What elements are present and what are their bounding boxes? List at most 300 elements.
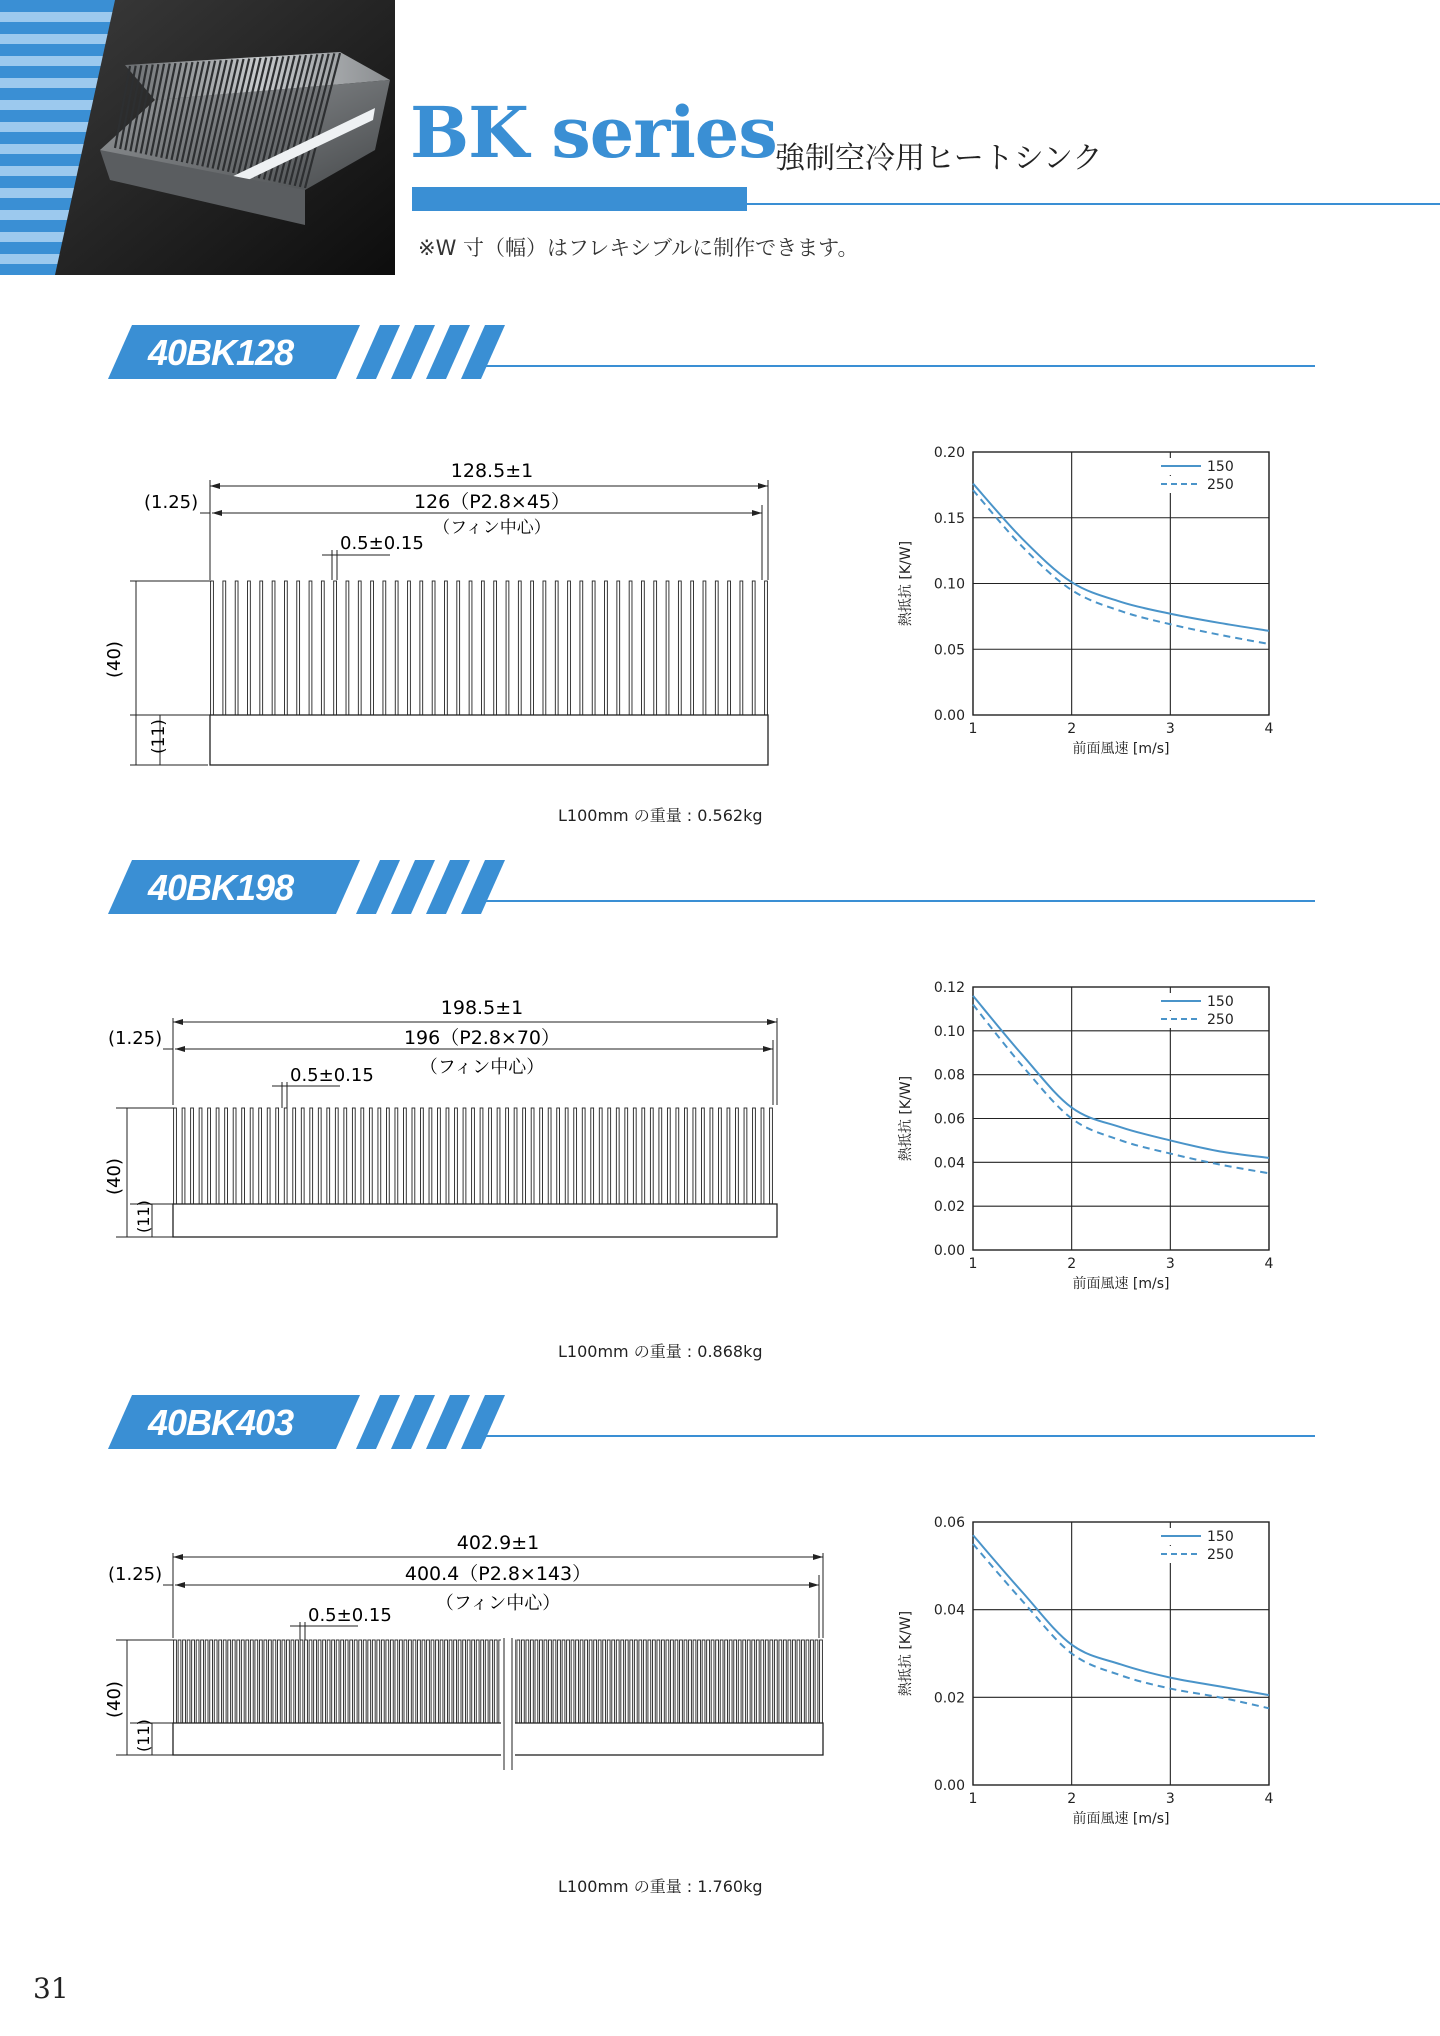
fin	[716, 1640, 719, 1723]
fin	[267, 1108, 270, 1204]
fin	[282, 1640, 285, 1723]
fin	[296, 1640, 299, 1723]
product-photo	[55, 0, 395, 275]
fin	[680, 1640, 683, 1723]
y-tick-label: 0.08	[933, 1067, 965, 1084]
fin	[395, 1640, 398, 1723]
x-tick-label: 4	[1264, 1256, 1274, 1272]
fin	[228, 1640, 231, 1723]
fin	[612, 1640, 615, 1723]
x-tick-label: 2	[1067, 721, 1077, 737]
fin	[436, 1640, 439, 1723]
fin	[264, 1640, 267, 1723]
fin	[608, 1108, 611, 1204]
fin	[178, 1640, 181, 1723]
fin	[358, 581, 361, 715]
fin	[321, 581, 324, 715]
fin	[446, 1108, 449, 1204]
dim-base: (11)	[134, 1719, 153, 1752]
dim-pitch: 126（P2.8×45）	[413, 491, 571, 513]
y-tick-label: 0.15	[933, 510, 965, 527]
fin	[576, 1640, 579, 1723]
fin	[621, 1640, 624, 1723]
fin	[643, 1640, 646, 1723]
product-name: 40BK403	[148, 1402, 294, 1443]
fin	[531, 1108, 534, 1204]
fin	[494, 581, 497, 715]
fin	[225, 1108, 228, 1204]
fin	[702, 1640, 705, 1723]
fin	[526, 1640, 529, 1723]
fin	[811, 1640, 814, 1723]
fin	[395, 1108, 398, 1204]
fin	[719, 1108, 722, 1204]
fin	[371, 581, 374, 715]
y-axis-label: 熱抵抗 [K/W]	[898, 1610, 914, 1697]
fin	[454, 1640, 457, 1723]
fin	[666, 581, 669, 715]
dim-base: (11)	[149, 719, 169, 754]
fin	[815, 1640, 818, 1723]
fin	[278, 1640, 281, 1723]
fin	[291, 1640, 294, 1723]
fin	[710, 1108, 713, 1204]
fin	[314, 1640, 317, 1723]
fin	[259, 1108, 262, 1204]
fin	[743, 1640, 746, 1723]
fin	[557, 1108, 560, 1204]
fin	[543, 581, 546, 715]
fin	[210, 1640, 213, 1723]
fin	[463, 1640, 466, 1723]
fin	[399, 1640, 402, 1723]
fin	[318, 1640, 321, 1723]
fin	[368, 1640, 371, 1723]
fin	[335, 1108, 338, 1204]
fin	[445, 1640, 448, 1723]
dim-overall: 402.9±1	[456, 1532, 540, 1554]
fin	[571, 1640, 574, 1723]
thermal-resistance-chart-40bk403	[880, 1510, 1300, 1840]
fin	[463, 1108, 466, 1204]
fin	[235, 581, 238, 715]
fin	[671, 1640, 674, 1723]
fin	[617, 581, 620, 715]
fin	[747, 1640, 750, 1723]
fin	[386, 1108, 389, 1204]
fin	[684, 1640, 687, 1723]
dim-fin-center: （フィン中心）	[433, 518, 551, 538]
fin	[418, 1640, 421, 1723]
fin	[301, 1108, 304, 1204]
fin	[192, 1640, 195, 1723]
fin	[381, 1640, 384, 1723]
title-underline-bar	[412, 187, 747, 211]
fin	[250, 1108, 253, 1204]
fin	[599, 1108, 602, 1204]
dim-edge: (1.25)	[144, 492, 199, 513]
fin	[395, 581, 398, 715]
fin	[725, 1640, 728, 1723]
fin	[287, 1640, 290, 1723]
dim-fin-thickness: 0.5±0.15	[340, 533, 424, 554]
fin	[201, 1640, 204, 1723]
fin	[309, 1640, 312, 1723]
y-tick-label: 0.05	[933, 642, 965, 659]
fin	[449, 1640, 452, 1723]
fin	[641, 581, 644, 715]
fin	[223, 1640, 226, 1723]
fin	[521, 1640, 524, 1723]
fin	[752, 1640, 755, 1723]
fin	[535, 1640, 538, 1723]
fin	[756, 1640, 759, 1723]
fin	[242, 1108, 245, 1204]
dim-base: (11)	[134, 1200, 153, 1233]
fin	[369, 1108, 372, 1204]
fin	[797, 1640, 800, 1723]
fin	[297, 581, 300, 715]
fin	[485, 1640, 488, 1723]
fin	[616, 1108, 619, 1204]
dimension-drawing-40bk403	[100, 1520, 830, 1820]
fin	[490, 1640, 493, 1723]
fin	[420, 581, 423, 715]
fin	[565, 1108, 568, 1204]
fin	[676, 1108, 679, 1204]
x-tick-label: 2	[1067, 1791, 1077, 1807]
fin	[205, 1640, 208, 1723]
fin	[770, 1640, 773, 1723]
fin	[689, 1640, 692, 1723]
fin	[738, 1640, 741, 1723]
fin	[806, 1640, 809, 1723]
fin	[698, 1640, 701, 1723]
fin	[429, 1108, 432, 1204]
fin	[582, 1108, 585, 1204]
fin	[633, 1108, 636, 1204]
fin	[259, 1640, 262, 1723]
fin	[792, 1640, 795, 1723]
fin	[497, 1108, 500, 1204]
dim-overall: 198.5±1	[440, 997, 524, 1019]
y-tick-label: 0.20	[933, 445, 965, 461]
fin	[654, 581, 657, 715]
fin	[363, 1640, 366, 1723]
fin	[540, 1108, 543, 1204]
fin	[634, 1640, 637, 1723]
fin	[284, 1108, 287, 1204]
fin	[489, 1108, 492, 1204]
fin	[469, 581, 472, 715]
fin	[455, 1108, 458, 1204]
x-tick-label: 3	[1165, 721, 1175, 737]
thermal-resistance-chart-40bk128	[880, 440, 1300, 770]
fin	[770, 1108, 773, 1204]
fin	[693, 1108, 696, 1204]
fin	[260, 581, 263, 715]
fin	[629, 581, 632, 715]
fin	[467, 1640, 470, 1723]
fin	[514, 1108, 517, 1204]
section-band-40bk403	[108, 1393, 1318, 1453]
fin	[562, 1640, 565, 1723]
fin	[744, 1108, 747, 1204]
fin	[625, 1108, 628, 1204]
fin	[642, 1108, 645, 1204]
y-tick-label: 0.04	[933, 1155, 965, 1172]
fin	[820, 1640, 823, 1723]
legend-label: 150	[1207, 459, 1234, 475]
fin	[650, 1108, 653, 1204]
fin	[530, 1640, 533, 1723]
y-tick-label: 0.10	[933, 1023, 965, 1040]
dim-edge: (1.25)	[108, 1028, 163, 1049]
fin	[412, 1108, 415, 1204]
fin	[592, 581, 595, 715]
fin	[518, 581, 521, 715]
legend-label: 150	[1207, 994, 1234, 1010]
fin	[580, 581, 583, 715]
fin	[684, 1108, 687, 1204]
fin	[472, 1640, 475, 1723]
fin	[517, 1640, 520, 1723]
weight-40bk128: L100mm の重量 : 0.562kg	[558, 806, 763, 825]
fin	[802, 1640, 805, 1723]
fin	[553, 1640, 556, 1723]
fin	[445, 581, 448, 715]
fin	[472, 1108, 475, 1204]
fin	[272, 581, 275, 715]
dim-height: (40)	[104, 641, 125, 678]
fin	[707, 1640, 710, 1723]
fin	[237, 1640, 240, 1723]
fin	[701, 1108, 704, 1204]
product-name: 40BK128	[148, 332, 294, 373]
fin	[480, 1108, 483, 1204]
x-tick-label: 4	[1264, 721, 1274, 737]
fin	[476, 1640, 479, 1723]
dim-fin-center: （フィン中心）	[419, 1057, 545, 1078]
fin	[409, 1640, 412, 1723]
fin	[196, 1640, 199, 1723]
fin	[372, 1640, 375, 1723]
x-tick-label: 3	[1165, 1791, 1175, 1807]
fin	[589, 1640, 592, 1723]
dimension-drawing-40bk128	[100, 450, 780, 780]
fin	[703, 581, 706, 715]
fin	[734, 1640, 737, 1723]
fin	[250, 1640, 253, 1723]
x-axis-label: 前面風速 [m/s]	[1072, 741, 1170, 757]
y-tick-label: 0.00	[933, 1778, 965, 1794]
dim-height: (40)	[104, 1158, 125, 1195]
fin	[667, 1108, 670, 1204]
fin	[558, 1640, 561, 1723]
fin	[361, 1108, 364, 1204]
y-tick-label: 0.06	[933, 1111, 965, 1128]
fin	[457, 581, 460, 715]
fin	[191, 1108, 194, 1204]
x-tick-label: 4	[1264, 1791, 1274, 1807]
fin	[182, 1108, 185, 1204]
y-axis-label: 熱抵抗 [K/W]	[898, 1075, 914, 1162]
fin	[383, 581, 386, 715]
y-tick-label: 0.02	[933, 1690, 965, 1707]
fin	[693, 1640, 696, 1723]
fin	[214, 1640, 217, 1723]
fin	[421, 1108, 424, 1204]
x-axis-label: 前面風速 [m/s]	[1072, 1276, 1170, 1292]
dim-fin-thickness: 0.5±0.15	[290, 1065, 374, 1086]
dim-fin-center: （フィン中心）	[435, 1593, 561, 1614]
x-tick-label: 2	[1067, 1256, 1077, 1272]
fin	[752, 581, 755, 715]
y-tick-label: 0.10	[933, 576, 965, 593]
fin	[318, 1108, 321, 1204]
fin	[408, 581, 411, 715]
fin	[332, 1640, 335, 1723]
fin	[666, 1640, 669, 1723]
fin	[293, 1108, 296, 1204]
fin	[765, 581, 768, 715]
x-axis-label: 前面風速 [m/s]	[1072, 1811, 1170, 1827]
fin	[216, 1108, 219, 1204]
fin	[232, 1640, 235, 1723]
fin	[187, 1640, 190, 1723]
fin	[567, 1640, 570, 1723]
dim-pitch: 196（P2.8×70）	[403, 1027, 561, 1049]
fin	[431, 1640, 434, 1723]
fin	[174, 1640, 177, 1723]
series-title: BK series	[410, 91, 777, 174]
thermal-resistance-chart-40bk198	[880, 975, 1300, 1305]
fin	[404, 1640, 407, 1723]
series-line-250	[973, 1005, 1269, 1174]
fin	[219, 1640, 222, 1723]
fin	[327, 1108, 330, 1204]
fin	[378, 1108, 381, 1204]
legend-label: 250	[1207, 477, 1234, 493]
y-tick-label: 0.04	[933, 1602, 965, 1619]
series-note: ※W 寸（幅）はフレキシブルに制作できます。	[418, 236, 859, 260]
y-tick-label: 0.06	[933, 1515, 965, 1531]
x-tick-label: 3	[1165, 1256, 1175, 1272]
fin	[531, 581, 534, 715]
series-line-150	[973, 484, 1269, 631]
fin	[390, 1640, 393, 1723]
fin	[273, 1640, 276, 1723]
product-name: 40BK198	[148, 867, 294, 908]
fin	[233, 1108, 236, 1204]
fin	[555, 581, 558, 715]
fin	[657, 1640, 660, 1723]
dim-pitch: 400.4（P2.8×143）	[404, 1563, 592, 1585]
fin	[580, 1640, 583, 1723]
fin	[523, 1108, 526, 1204]
dimension-drawing-40bk198	[100, 985, 800, 1255]
fin	[779, 1640, 782, 1723]
fin	[585, 1640, 588, 1723]
fin	[246, 1640, 249, 1723]
section-band-40bk198	[108, 858, 1318, 918]
fin	[223, 581, 226, 715]
fin	[765, 1640, 768, 1723]
fin	[432, 581, 435, 715]
fin	[675, 1640, 678, 1723]
fin	[729, 1640, 732, 1723]
fin	[334, 581, 337, 715]
fin	[720, 1640, 723, 1723]
fin	[422, 1640, 425, 1723]
fin	[603, 1640, 606, 1723]
fin	[625, 1640, 628, 1723]
x-tick-label: 1	[968, 721, 978, 737]
fin	[248, 581, 251, 715]
fin	[174, 1108, 177, 1204]
fin	[341, 1640, 344, 1723]
fin	[323, 1640, 326, 1723]
legend-label: 150	[1207, 1529, 1234, 1545]
fin	[661, 1640, 664, 1723]
fin	[386, 1640, 389, 1723]
fin	[310, 1108, 313, 1204]
fin	[309, 581, 312, 715]
fin	[458, 1640, 461, 1723]
fin	[727, 1108, 730, 1204]
series-subtitle: 強制空冷用ヒートシンク	[775, 141, 1103, 176]
fin	[241, 1640, 244, 1723]
fin	[438, 1108, 441, 1204]
dim-height: (40)	[104, 1681, 125, 1718]
fin	[327, 1640, 330, 1723]
fin	[211, 581, 214, 715]
fin	[591, 1108, 594, 1204]
dim-edge: (1.25)	[108, 1564, 163, 1585]
fin	[783, 1640, 786, 1723]
fin	[208, 1108, 211, 1204]
fin	[761, 1640, 764, 1723]
fin	[427, 1640, 430, 1723]
fin	[639, 1640, 642, 1723]
fin	[481, 1640, 484, 1723]
fin	[788, 1640, 791, 1723]
fin	[607, 1640, 610, 1723]
legend-label: 250	[1207, 1012, 1234, 1028]
weight-40bk198: L100mm の重量 : 0.868kg	[558, 1342, 763, 1361]
fin	[736, 1108, 739, 1204]
fin	[344, 1108, 347, 1204]
section-band-40bk128	[108, 323, 1318, 383]
fin	[711, 1640, 714, 1723]
fin	[305, 1640, 308, 1723]
fin	[652, 1640, 655, 1723]
fin	[377, 1640, 380, 1723]
fin	[616, 1640, 619, 1723]
dim-overall: 128.5±1	[450, 460, 534, 482]
fin	[506, 581, 509, 715]
fin	[715, 581, 718, 715]
x-tick-label: 1	[968, 1791, 978, 1807]
fin	[481, 581, 484, 715]
fin	[594, 1640, 597, 1723]
fin	[354, 1640, 357, 1723]
fin	[403, 1108, 406, 1204]
fin	[352, 1108, 355, 1204]
fin	[276, 1108, 279, 1204]
fin	[199, 1108, 202, 1204]
fin	[336, 1640, 339, 1723]
